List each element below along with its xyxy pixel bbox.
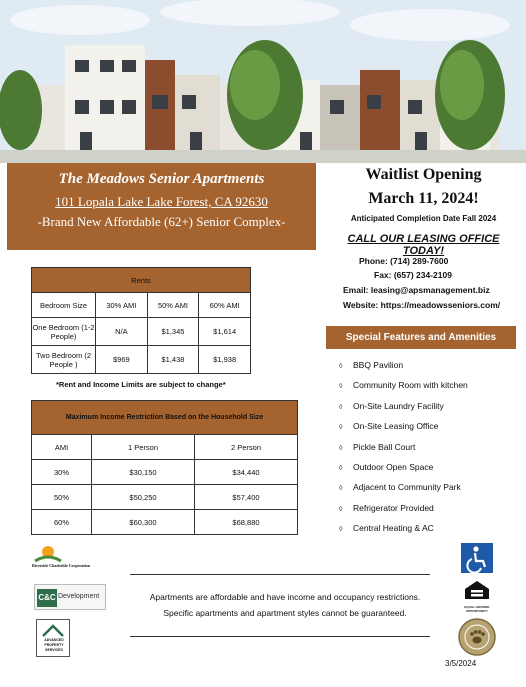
- feature-label: Adjacent to Community Park: [353, 482, 461, 493]
- table-row: [32, 460, 298, 485]
- rents-cell: $1,614: [199, 318, 251, 346]
- rents-table: [31, 267, 251, 374]
- list-item: [339, 416, 519, 436]
- rents-table-title: Rents: [32, 268, 251, 293]
- diamond-bullet-icon: ◊: [339, 485, 343, 493]
- rents-cell: $1,938: [199, 346, 251, 374]
- equal-housing-logo: [462, 580, 492, 612]
- equal-housing-text: EQUAL HOUSING OPPORTUNITY: [464, 605, 490, 613]
- diamond-bullet-icon: ◊: [339, 403, 343, 411]
- list-item: [339, 355, 519, 375]
- rents-header-cell: 50% AMI: [147, 293, 199, 318]
- table-row: [32, 318, 251, 346]
- income-header-cell: AMI: [32, 435, 92, 460]
- feature-label: Community Room with kitchen: [353, 380, 468, 391]
- diamond-bullet-icon: ◊: [339, 383, 343, 391]
- table-row: [32, 293, 251, 318]
- diamond-bullet-icon: ◊: [339, 444, 343, 452]
- income-table: [31, 400, 298, 535]
- income-cell: $68,880: [194, 510, 297, 535]
- income-header-cell: 1 Person: [92, 435, 195, 460]
- pet-friendly-badge: [458, 618, 496, 656]
- contact-phone[interactable]: Phone: (714) 289-7600: [359, 256, 449, 266]
- income-cell: 50%: [32, 485, 92, 510]
- diamond-bullet-icon: ◊: [339, 464, 343, 472]
- rents-note: *Rent and Income Limits are subject to change*: [56, 380, 226, 389]
- riverside-logo-text: Riverside Charitable Corporation: [32, 563, 90, 568]
- house-logo-icon: [37, 622, 69, 638]
- diamond-bullet-icon: ◊: [339, 526, 343, 534]
- list-item: [339, 437, 519, 457]
- list-item: [339, 498, 519, 518]
- rents-cell: $1,438: [147, 346, 199, 374]
- footer-line-2: Specific apartments and apartment styles cannot be guaranteed.: [163, 608, 407, 618]
- list-item: [339, 457, 519, 477]
- table-row: [32, 510, 298, 535]
- table-row: [32, 485, 298, 510]
- income-cell: $34,440: [194, 460, 297, 485]
- feature-label: On-Site Laundry Facility: [353, 400, 444, 411]
- income-cell: $57,400: [194, 485, 297, 510]
- cc-dev-text: Development: [58, 593, 100, 600]
- income-header-cell: 2 Person: [194, 435, 297, 460]
- waitlist-section: [326, 163, 521, 257]
- waitlist-date: March 11, 2024!: [368, 190, 479, 207]
- property-tagline: -Brand New Affordable (62+) Senior Complex-: [37, 214, 286, 229]
- aps-logo: [36, 619, 70, 657]
- riverside-logo: [30, 543, 110, 573]
- feature-label: Central Heating & AC: [353, 523, 434, 534]
- property-address[interactable]: 101 Lopala Lake Lake Forest, CA 92630: [55, 194, 268, 209]
- call-to-action: CALL OUR LEASING OFFICE TODAY!: [347, 233, 500, 257]
- waitlist-heading: Waitlist Opening: [365, 166, 482, 183]
- table-row: [32, 435, 298, 460]
- rents-header-cell: Bedroom Size: [32, 293, 96, 318]
- diamond-bullet-icon: ◊: [339, 505, 343, 513]
- accessibility-icon: [461, 543, 493, 573]
- aps-logo-text: ADVANCED PROPERTY SERVICES: [44, 638, 64, 652]
- feature-label: Outdoor Open Space: [353, 461, 434, 472]
- sun-logo-icon: [33, 543, 63, 565]
- building-rendering: [0, 0, 526, 163]
- feature-label: Pickle Ball Court: [353, 441, 416, 452]
- footer-divider-top: [130, 574, 430, 575]
- completion-date: Anticipated Completion Date Fall 2024: [350, 214, 497, 223]
- feature-label: On-Site Leasing Office: [353, 421, 439, 432]
- feature-label: BBQ Pavilion: [353, 360, 404, 370]
- list-item: [339, 396, 519, 416]
- rents-header-cell: 60% AMI: [199, 293, 251, 318]
- rents-cell: $1,345: [147, 318, 199, 346]
- rents-cell: Two Bedroom (2 People ): [32, 346, 96, 374]
- footer-divider-bottom: [130, 636, 430, 637]
- document-date: 3/5/2024: [445, 659, 477, 668]
- income-cell: $60,300: [92, 510, 195, 535]
- income-cell: $30,150: [92, 460, 195, 485]
- list-item: [339, 375, 519, 395]
- contact-fax: Fax: (657) 234-2109: [374, 270, 452, 280]
- table-row: [32, 346, 251, 374]
- features-list: [339, 355, 519, 539]
- features-header: Special Features and Amenities: [326, 326, 516, 349]
- rents-cell: $969: [96, 346, 148, 374]
- income-cell: 60%: [32, 510, 92, 535]
- list-item: [339, 518, 519, 538]
- diamond-bullet-icon: ◊: [339, 363, 343, 370]
- income-cell: 30%: [32, 460, 92, 485]
- equal-housing-icon: [462, 580, 492, 600]
- cc-mark: C&C: [37, 589, 57, 607]
- footer-line-1: Apartments are affordable and have income and occupancy restrictions.: [149, 592, 421, 602]
- rents-header-cell: 30% AMI: [96, 293, 148, 318]
- contact-website[interactable]: Website: https://meadowsseniors.com/: [343, 300, 501, 310]
- list-item: [339, 477, 519, 497]
- rents-cell: N/A: [96, 318, 148, 346]
- contact-email[interactable]: Email: leasing@apsmanagement.biz: [343, 285, 490, 295]
- income-table-title: Maximum Income Restriction Based on the Household Size: [32, 401, 298, 435]
- rents-cell: One Bedroom (1-2 People): [32, 318, 96, 346]
- diamond-bullet-icon: ◊: [339, 424, 343, 432]
- feature-label: Refrigerator Provided: [353, 502, 434, 513]
- cc-development-logo: [34, 584, 106, 610]
- title-banner: [7, 163, 316, 250]
- paw-seal-icon: [458, 618, 496, 656]
- income-cell: $50,250: [92, 485, 195, 510]
- property-name: The Meadows Senior Apartments: [58, 171, 265, 187]
